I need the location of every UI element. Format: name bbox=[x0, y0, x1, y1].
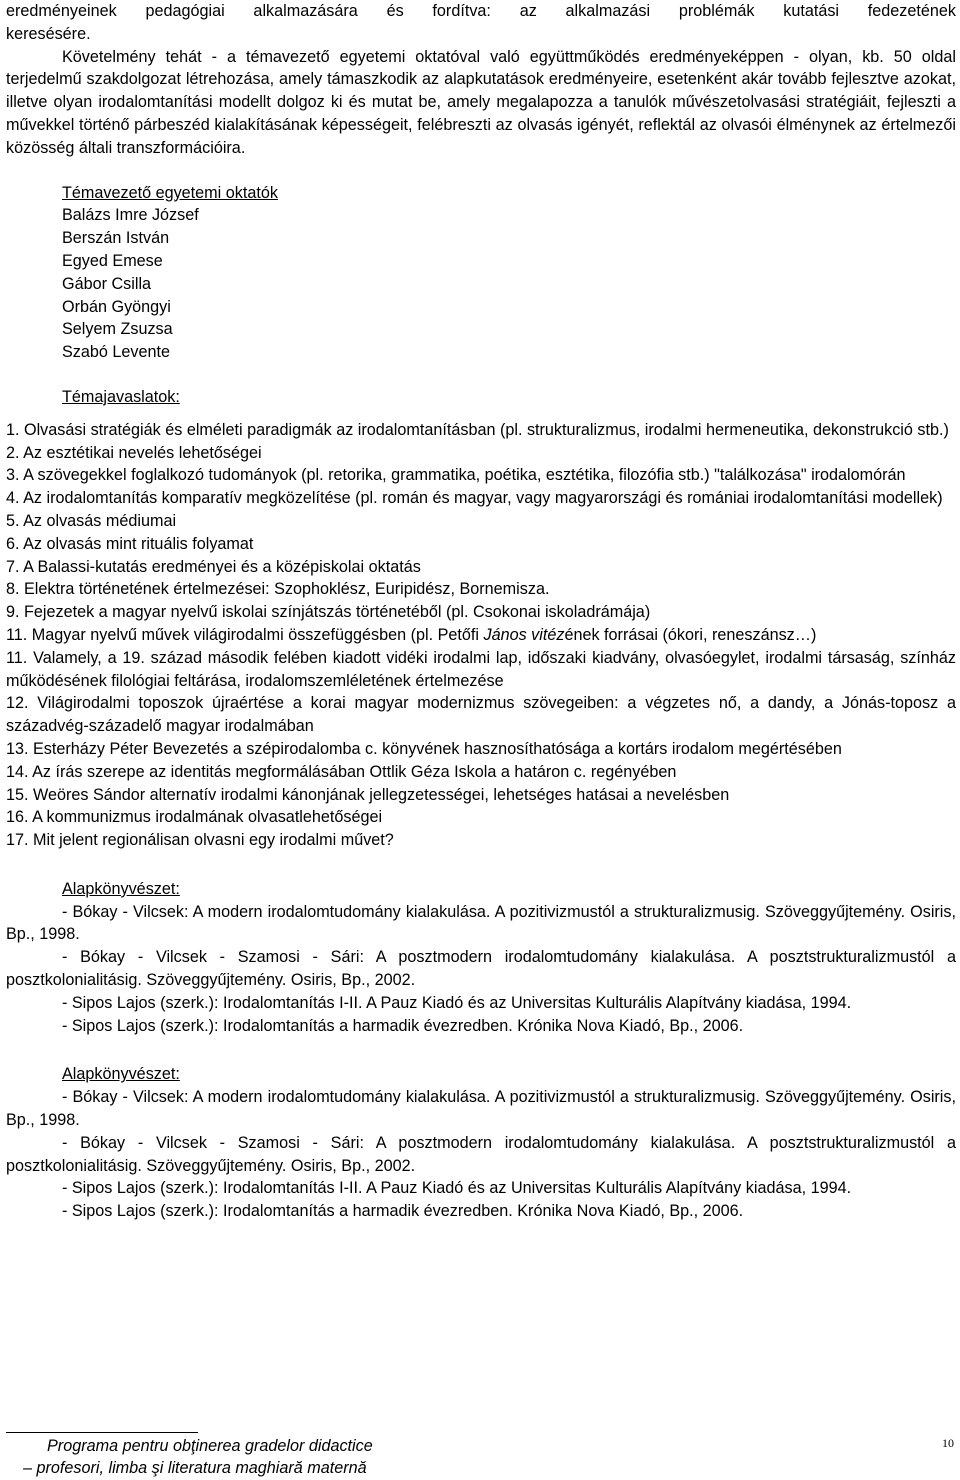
bibliography-entry: - Bókay - Vilcsek - Szamosi - Sári: A posztmodern irodalomtudomány kialakulása. A posztstrukturalizmustól a posztkolonialitásig. Szöveggyűjtemény. Osiris, Bp., 2002. bbox=[6, 948, 956, 990]
topic-italic-title: János vitéz bbox=[483, 625, 565, 644]
bibliography-heading: Alapkönyvészet: bbox=[62, 879, 180, 898]
supervisor-name: Selyem Zsuzsa bbox=[62, 320, 173, 339]
topic-item: 7. A Balassi-kutatás eredményei és a középiskolai oktatás bbox=[6, 557, 421, 576]
topic-item: 1. Olvasási stratégiák és elméleti paradigmák az irodalomtanításban (pl. strukturalizmus, irodalmi hermeneutika, dekonstrukció stb.) bbox=[6, 420, 949, 439]
topic-item: 5. Az olvasás médiumai bbox=[6, 511, 177, 530]
topics-heading: Témajavaslatok: bbox=[62, 387, 180, 406]
bibliography-entry: - Bókay - Vilcsek - Szamosi - Sári: A posztmodern irodalomtudomány kialakulása. A posztstrukturalizmustól a posztkolonialitásig. Szöveggyűjtemény. Osiris, Bp., 2002. bbox=[6, 1133, 956, 1175]
bibliography-entry: - Sipos Lajos (szerk.): Irodalomtanítás I-II. A Pauz Kiadó és az Universitas Kulturális Alapítvány kiadása, 1994. bbox=[62, 993, 852, 1012]
supervisors-heading: Témavezető egyetemi oktatók bbox=[62, 183, 278, 202]
supervisors-section bbox=[62, 182, 956, 364]
topics-list bbox=[6, 419, 956, 852]
topic-text: 11. Magyar nyelvű művek világirodalmi összefüggésben (pl. Petőfi bbox=[6, 625, 484, 644]
footer-text bbox=[23, 1435, 373, 1479]
bibliography-entry: - Sipos Lajos (szerk.): Irodalomtanítás a harmadik évezredben. Krónika Nova Kiadó, Bp., 2006. bbox=[62, 1016, 744, 1035]
supervisor-name: Berszán István bbox=[62, 229, 170, 248]
supervisor-name: Egyed Emese bbox=[62, 251, 163, 270]
supervisor-name: Szabó Levente bbox=[62, 343, 171, 362]
bibliography-section-2 bbox=[6, 1063, 956, 1223]
bibliography-section-1 bbox=[6, 878, 956, 1038]
supervisor-name: Orbán Gyöngyi bbox=[62, 297, 171, 316]
document-page bbox=[6, 0, 956, 1223]
topic-item: 16. A kommunizmus irodalmának olvasatlehetőségei bbox=[6, 808, 383, 827]
page-number: 10 bbox=[942, 1436, 954, 1450]
topic-item: 2. Az esztétikai nevelés lehetőségei bbox=[6, 443, 262, 462]
footer-line-2: – profesori, limba şi literatura maghiară maternă bbox=[23, 1459, 367, 1477]
topic-item: 3. A szövegekkel foglalkozó tudományok (pl. retorika, grammatika, poétika, esztétika, filozófia stb.) "találkozása" irodalomórán bbox=[6, 466, 906, 485]
topic-item: 14. Az írás szerepe az identitás megformálásában Ottlik Géza Iskola a határon c. regényében bbox=[6, 762, 677, 781]
topic-item: 11. Valamely, a 19. század második felében kiadott vidéki irodalmi lap, időszaki kiadvány, olvasóegylet, irodalmi társaság, színház működésének filológiai feltárása, irodalomszemléletének értelmezése bbox=[6, 648, 956, 690]
intro-line-2: keresésére. bbox=[6, 24, 91, 43]
bibliography-heading: Alapkönyvészet: bbox=[62, 1065, 180, 1084]
topic-item: 12. Világirodalmi toposzok újraértése a korai magyar modernizmus szövegeiben: a végzetes nő, a dandy, a Jónás-toposz a századvég-századelő magyar irodalmában bbox=[6, 694, 956, 736]
topic-item: 17. Mit jelent regionálisan olvasni egy irodalmi művet? bbox=[6, 831, 394, 850]
topic-text: ének forrásai (ókori, reneszánsz…) bbox=[564, 625, 817, 644]
topic-item: 6. Az olvasás mint rituális folyamat bbox=[6, 534, 254, 553]
intro-paragraph: Követelmény tehát - a témavezető egyetemi oktatóval való együttműködés eredményeképpen - olyan, kb. 50 oldal terjedelmű szakdolgozat létrehozása, amely támaszkodik az alapkutatások eredményeire, esetenként akár tovább fejlesztve azokat, illetve olyan irodalomtanítási modellt dolgoz ki és mutat be, amely megalapozza a tanulók művészetolvasási stratégiáit, fejleszti a művekkel történő párbeszéd kialakításának képességeit, felébreszti az olvasás igényét, reflektál az olvasói élménynek az értelmezői közösség általi transzformációira. bbox=[6, 47, 956, 157]
supervisor-name: Balázs Imre József bbox=[62, 206, 199, 225]
bibliography-entry: - Bókay - Vilcsek: A modern irodalomtudomány kialakulása. A pozitivizmustól a strukturalizmusig. Szöveggyűjtemény. Osiris, Bp., 1998. bbox=[6, 1088, 956, 1130]
topic-item: 9. Fejezetek a magyar nyelvű iskolai színjátszás történetéből (pl. Csokonai iskoladrámája) bbox=[6, 603, 651, 622]
footer-line-1: Programa pentru obţinerea gradelor didactice bbox=[47, 1437, 373, 1455]
bibliography-entry: - Bókay - Vilcsek: A modern irodalomtudomány kialakulása. A pozitivizmustól a strukturalizmusig. Szöveggyűjtemény. Osiris, Bp., 1998. bbox=[6, 902, 956, 944]
bibliography-entry: - Sipos Lajos (szerk.): Irodalomtanítás a harmadik évezredben. Krónika Nova Kiadó, Bp., 2006. bbox=[62, 1202, 744, 1221]
intro-line-1: eredményeinek pedagógiai alkalmazására és fordítva: az alkalmazási problémák kutatási fedezetének bbox=[6, 2, 956, 20]
topic-item: 15. Weöres Sándor alternatív irodalmi kánonjának jellegzetességei, lehetséges hatásai a nevelésben bbox=[6, 785, 730, 804]
topic-item: 4. Az irodalomtanítás komparatív megközelítése (pl. román és magyar, vagy magyarországi és romániai irodalomtanítási modellek) bbox=[6, 489, 943, 508]
footer-divider bbox=[6, 1432, 198, 1433]
topic-item: 8. Elektra történetének értelmezései: Szophoklész, Euripidész, Bornemisza. bbox=[6, 580, 550, 599]
topic-item-11-magyar bbox=[6, 624, 956, 647]
bibliography-entry: - Sipos Lajos (szerk.): Irodalomtanítás I-II. A Pauz Kiadó és az Universitas Kulturális Alapítvány kiadása, 1994. bbox=[62, 1179, 852, 1198]
supervisor-name: Gábor Csilla bbox=[62, 274, 152, 293]
topic-item: 13. Esterházy Péter Bevezetés a szépirodalomba c. könyvének hasznosíthatósága a kortárs irodalom megértésében bbox=[6, 739, 842, 758]
